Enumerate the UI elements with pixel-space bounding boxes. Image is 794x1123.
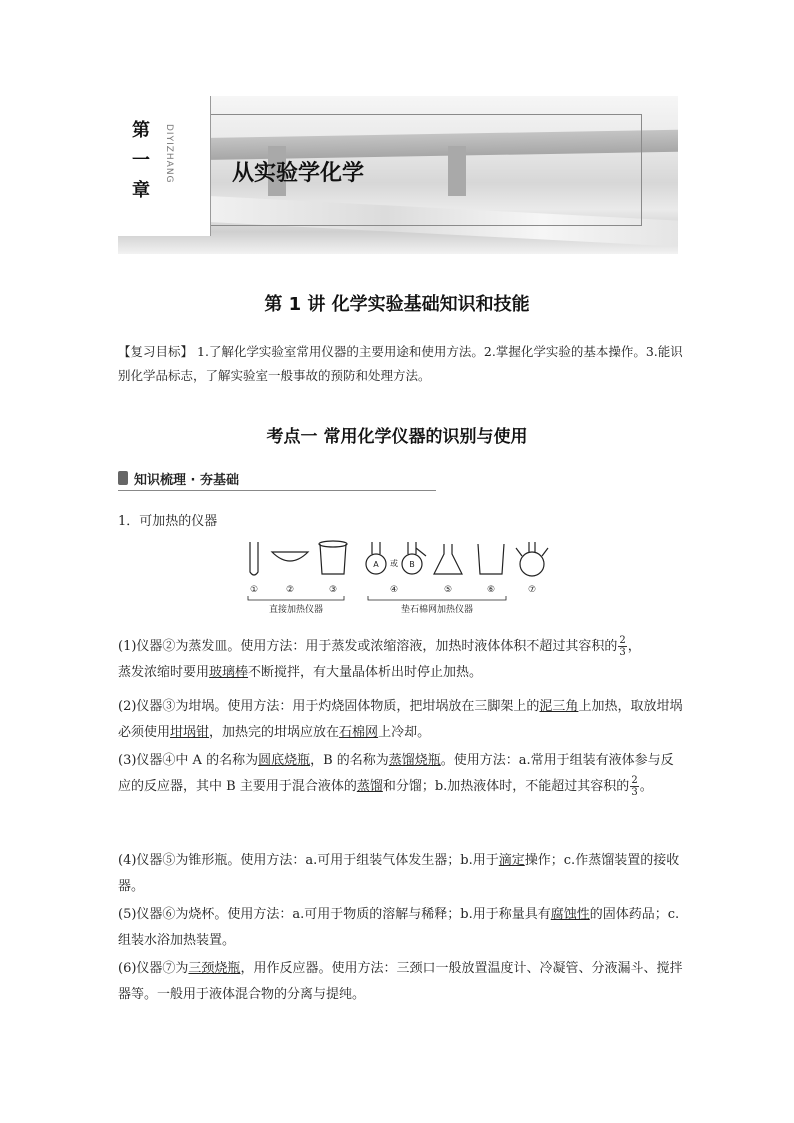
paragraph-2: (2)仪器③为坩埚。使用方法：用于灼烧固体物质，把坩埚放在三脚架上的泥三角上加热，取放坩埚必须使用坩埚钳，加热完的坩埚应放在石棉网上冷却。 bbox=[118, 699, 683, 740]
paragraph-5: (5)仪器⑥为烧杯。使用方法：a.可用于物质的溶解与稀释；b.用于称量具有腐蚀性的固体药品；c.组装水浴加热装置。 bbox=[118, 907, 680, 948]
paragraph-6: (6)仪器⑦为三颈烧瓶，用作反应器。使用方法：三颈口一般放置温度计、冷凝管、分液漏斗、搅拌器等。一般用于液体混合物的分离与提纯。 bbox=[118, 961, 683, 1002]
label-3: ③ bbox=[328, 585, 338, 595]
conical-flask-icon bbox=[434, 544, 462, 574]
knowledge-heading bbox=[118, 466, 436, 491]
underlined-term: 滴定 bbox=[498, 853, 525, 868]
pencil-icon bbox=[118, 471, 128, 485]
or-label: 或 bbox=[390, 559, 398, 568]
goal-text: 1.了解化学实验室常用仪器的主要用途和使用方法。2.掌握化学实验的基本操作。3.能识别化学品标志，了解实验室一般事故的预防和处理方法。 bbox=[118, 344, 683, 383]
chapter-box bbox=[118, 96, 211, 236]
underlined-term: 坩埚钳 bbox=[170, 725, 210, 740]
crucible-icon bbox=[320, 544, 346, 574]
lesson-title: 第 1 讲 化学实验基础知识和技能 bbox=[264, 294, 530, 315]
item-heading: 1．可加热的仪器 bbox=[118, 514, 218, 529]
fraction: $\frac{2}{3}$ bbox=[631, 775, 638, 798]
label-2: ② bbox=[285, 585, 295, 595]
beaker-icon bbox=[478, 544, 504, 574]
label-1: ① bbox=[249, 585, 259, 595]
fraction: $\frac{2}{3}$ bbox=[619, 635, 626, 658]
flask-a-label: A bbox=[373, 560, 379, 569]
three-neck-flask-icon bbox=[520, 552, 544, 576]
p1-text: (1)仪器②为蒸发皿。使用方法：用于蒸发或浓缩溶液，加热时液体体积不超过其容积的 bbox=[118, 639, 618, 654]
chapter-banner bbox=[118, 96, 678, 254]
chapter-pinyin: DIYIZHANG bbox=[164, 124, 174, 184]
underlined-term: 石棉网 bbox=[339, 725, 379, 740]
goal-tag: 【复习目标】 bbox=[118, 344, 194, 359]
label-7: ⑦ bbox=[527, 585, 537, 595]
paragraph-4: (4)仪器⑤为锥形瓶。使用方法：a.可用于组装气体发生器；b.用于滴定操作；c.作蒸馏装置的接收器。 bbox=[118, 853, 680, 894]
label-5: ⑤ bbox=[443, 585, 453, 595]
chapter-title: 从实验学化学 bbox=[232, 161, 365, 186]
knowledge-heading-text: 知识梳理 · 夯基础 bbox=[134, 473, 239, 488]
label-6: ⑥ bbox=[486, 585, 496, 595]
evaporating-dish-icon bbox=[272, 552, 308, 561]
underlined-term: 玻璃棒 bbox=[209, 665, 249, 680]
underlined-term: 圆底烧瓶 bbox=[258, 753, 311, 768]
test-tube-icon bbox=[250, 542, 258, 575]
underlined-term: 泥三角 bbox=[539, 699, 579, 714]
underlined-term: 三颈烧瓶 bbox=[188, 961, 241, 976]
review-goals bbox=[118, 340, 683, 388]
label-4: ④ bbox=[389, 585, 399, 595]
paragraph-3: (3)仪器④中 A 的名称为圆底烧瓶，B 的名称为蒸馏烧瓶。使用方法：a.常用于组装有液体参与反应的反应器，其中 B 主要用于混合液体的蒸馏和分馏；b.加热液体时，不能超过其容积的 $\frac{2}{3}$ 。 bbox=[118, 753, 674, 798]
apparatus-figure bbox=[240, 536, 560, 618]
underlined-term: 蒸馏 bbox=[356, 779, 383, 794]
group1-label: 直接加热仪器 bbox=[268, 605, 324, 615]
underlined-term: 腐蚀性 bbox=[550, 907, 590, 922]
flask-b-label: B bbox=[409, 560, 415, 569]
section-title: 考点一 常用化学仪器的识别与使用 bbox=[266, 427, 528, 447]
paragraph-1: (1)仪器②为蒸发皿。使用方法：用于蒸发或浓缩溶液，加热时液体体积不超过其容积的 $\frac{2}{3}$ ， 蒸发浓缩时要用玻璃棒不断搅拌，有大量晶体析出时停止加热。 bbox=[118, 635, 641, 680]
underlined-term: 蒸馏烧瓶 bbox=[388, 753, 441, 768]
group2-label: 垫石棉网加热仪器 bbox=[400, 605, 474, 615]
chapter-label: 第一章 bbox=[132, 120, 150, 201]
